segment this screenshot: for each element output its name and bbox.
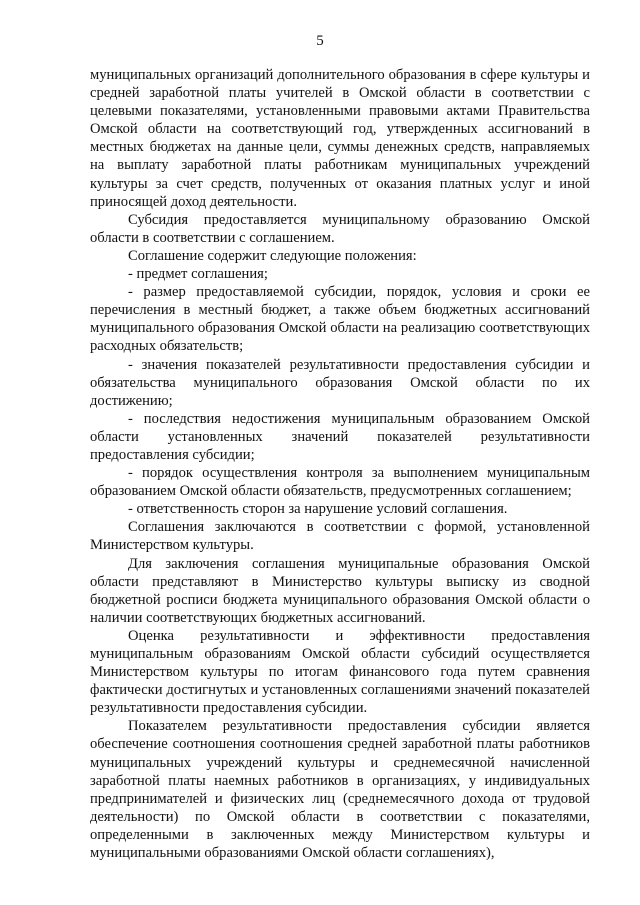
list-item-consequences: - последствия недостижения муниципальным образованием Омской области установленных значений показателей результативности предоставления субсидии; bbox=[90, 410, 590, 463]
paragraph-funding-continuation: муниципальных организаций дополнительного образования в сфере культуры и средней заработной платы учителей в Омской области в соответствии с целевыми показателями, установленными правовыми актами Правительства Омской области на соответствующий год, утвержденных ассигнований в местных бюджетах на данные цели, суммы денежных средств, направляемых на выплату заработной платы работникам муниципальных учреждений культуры за счет средств, полученных от оказания платных услуг и иной приносящей доход деятельности. bbox=[90, 67, 590, 210]
list-item-control: - порядок осуществления контроля за выполнением муниципальным образованием Омской области обязательств, предусмотренных соглашением; bbox=[90, 465, 590, 500]
page-number: 5 bbox=[316, 33, 324, 49]
paragraph-budget-extract: Для заключения соглашения муниципальные образования Омской области представляют в Министерство культуры выписку из сводной бюджетной росписи бюджета муниципального образования Омской области о наличии соответствующих бюджетных ассигнований. bbox=[90, 555, 590, 626]
document-body bbox=[90, 66, 590, 862]
list-item-amount-terms: - размер предоставляемой субсидии, порядок, условия и сроки ее перечисления в местный бюджет, а также объем бюджетных ассигнований муниципального образования Омской области на реализацию соответствующих расходных обязательств; bbox=[90, 284, 590, 355]
paragraph-performance-indicator: Показателем результативности предоставления субсидии является обеспечение соотношения соотношения средней заработной платы работников муниципальных учреждений культуры и среднемесячной начисленной заработной платы наемных работников в организациях, у индивидуальных предпринимателей и физических лиц (среднемесячного дохода от трудовой деятельности) по Омской области в соответствии с показателями, определенными в заключенных между Министерством культуры и муниципальными образованиями Омской области соглашениях), bbox=[90, 718, 590, 862]
paragraph-agreement-contents: Соглашение содержит следующие положения: bbox=[128, 247, 417, 264]
paragraph-agreement-form: Соглашения заключаются в соответствии с формой, установленной Министерством культуры. bbox=[90, 519, 590, 554]
list-item-indicators: - значения показателей результативности предоставления субсидии и обязательства муниципального образования Омской области по их достижению; bbox=[90, 356, 590, 409]
list-item-subject: - предмет соглашения; bbox=[128, 266, 268, 283]
paragraph-evaluation: Оценка результативности и эффективности предоставления муниципальным образованиям Омской области субсидий осуществляется Министерством культуры по итогам финансового года путем сравнения фактически достигнутых и установленных соглашениями значений показателей результативности предоставления субсидии. bbox=[90, 627, 590, 717]
list-item-liability: - ответственность сторон за нарушение условий соглашения. bbox=[128, 501, 508, 518]
paragraph-subsidy-agreement: Субсидия предоставляется муниципальному образованию Омской области в соответствии с соглашением. bbox=[90, 211, 590, 246]
